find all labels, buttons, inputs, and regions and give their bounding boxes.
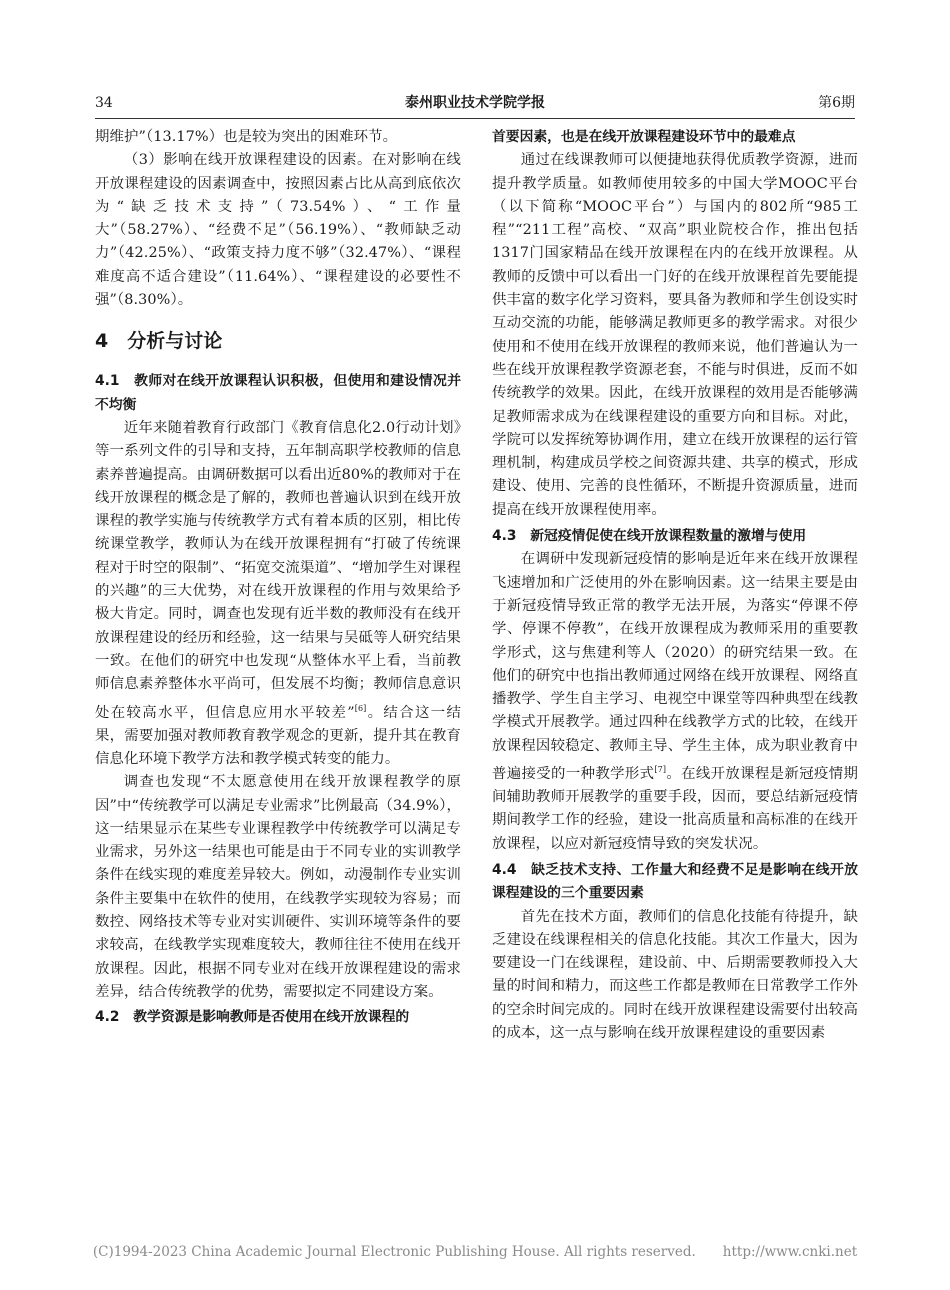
- paragraph-4-3-text: 在调研中发现新冠疫情的影响是近年来在线开放课程飞速增加和广泛使用的外在影响因素。这一结果主要是由于新冠疫情导致正常的教学无法开展，为落实“停课不停学、停课不停教”，在线开放课程成为教师采用的重要教学形式，这与焦建利等人（2020）的研究结果一致。在他们的研究中也指出教师通过网络在线开放课程、网络直播教学、学生自主学习、电视空中课堂等四种典型在线教学模式开展教学。通过四种在线教学方式的比较，在线开放课程因较稳定、教师主导、学生主体，成为职业教育中普遍接受的一种教学形式: [492, 551, 858, 782]
- paragraph-4-1-a: [95, 417, 461, 771]
- paragraph-4-3: [492, 548, 858, 856]
- paragraph-4-1-a-text: 近年来随着教育行政部门《教育信息化2.0行动计划》等一系列文件的引导和支持，五年制高职学校教师的信息素养普遍提高。由调研数据可以看出近80%的教师对于在线开放课程的概念是了解的，教师也普遍认识到在线开放课程的教学实施与传统教学方式有着本质的区别，相比传统课堂教学，教师认为在线开放课程拥有“打破了传统课程对于时空的限制”、“拓宽交流渠道”、“增加学生对课程的兴趣”的三大优势，对在线开放课程的作用与效果给予极大肯定。同时，调查也发现有近半数的教师没有在线开放课程建设的经历和经验，这一结果与吴砥等人研究结果一致。在他们的研究中也发现“从整体水平上看，当前教师信息素养整体水平尚可，但发展不均衡；教师信息意识处在较高水平，但信息应用水平较差”: [95, 419, 461, 721]
- paragraph-4-2: 通过在线课教师可以便捷地获得优质教学资源，进而提升教学质量。如教师使用较多的中国大学MOOC平台（以下简称“MOOC平台”）与国内的802所“985工程”“211工程”高校、“双高”职业院校合作，推出包括1317门国家精品在线开放课程在内的在线开放课程。从教师的反馈中可以看出一门好的在线开放课程首先要能提供丰富的数字化学习资料，要具备为教师和学生创设实时互动交流的功能，能够满足教师更多的教学需求。对很少使用和不使用在线开放课程的教师来说，他们普遍认为一些在线开放课程教学资源老套，不能与时俱进，反而不如传统教学的效果。因此，在线开放课程的效用是否能够满足教师需求成为在线课程建设的重要方向和目标。对此，学院可以发挥统筹协调作用，建立在线开放课程的运行管理机制，构建成员学校之间资源共建、共享的模式，形成建设、使用、完善的良性循环，不断提升资源质量，进而提高在线开放课程使用率。: [492, 152, 858, 518]
- paragraph-continued: 期维护”（13.17%）也是较为突出的困难环节。: [95, 129, 398, 145]
- page-number: 34: [95, 95, 113, 111]
- journal-title: 泰州职业技术学院学报: [405, 95, 545, 111]
- header-rule: [95, 118, 855, 119]
- subsection-heading-4-2-end: 首要因素，也是在线开放课程建设环节中的最难点: [492, 129, 796, 145]
- paragraph-factors: （3）影响在线开放课程建设的因素。在对影响在线开放课程建设的因素调查中，按照因素占比从高到底依次为“缺乏技术支持”（73.54%）、“工作量大”（58.27%）、“经费不足”（56.19%）、“教师缺乏动力”（42.25%）、“政策支持力度不够”（32.47%）、“课程难度高不适合建设”（11.64%）、“课程建设的必要性不强”（8.30%）。: [95, 152, 461, 309]
- paragraph-4-1-b: 调查也发现“不太愿意使用在线开放课程教学的原因”中“传统教学可以满足专业需求”比例最高（34.9%），这一结果显示在某些专业课程教学中传统教学可以满足专业需求，另外这一结果也可能是由于不同专业的实训教学条件在线实现的难度差异较大。例如，动漫制作专业实训条件主要集中在软件的使用，在线教学实现较为容易；而数控、网络技术等专业对实训硬件、实训环境等条件的要求较高，在线教学实现难度较大，教师往往不使用在线开放课程。因此，根据不同专业对在线开放课程建设的需求差异，结合传统教学的优势，需要拟定不同建设方案。: [95, 774, 461, 1000]
- section-heading-4: 4 分析与讨论: [95, 330, 223, 353]
- citation-7[interactable]: [7]: [654, 765, 667, 775]
- paragraph-4-3-end: 。在线开放课程是新冠疫情期间辅助教师开展教学的重要手段，因而，要总结新冠疫情期间教学工作的经验，建设一批高质量和高标准的在线开放课程，以应对新冠疫情导致的突发状况。: [492, 765, 858, 852]
- subsection-heading-4-3: 4.3 新冠疫情促使在线开放课程数量的激增与使用: [492, 528, 807, 545]
- left-column: [95, 126, 461, 1232]
- paragraph-4-1-a-end: 。结合这一结果，需要加强对教师教育教学观念的更新，提升其在教育信息化环境下教学方法和教学模式转变的能力。: [95, 704, 461, 767]
- running-header: [95, 93, 855, 113]
- paragraph-4-4: 首先在技术方面，教师们的信息化技能有待提升，缺乏建设在线课程相关的信息化技能。其次工作量大，因为要建设一门在线课程，建设前、中、后期需要教师投入大量的时间和精力，而这些工作都是教师在日常教学工作外的空余时间完成的。同时在线开放课程建设需要付出较高的成本，这一点与影响在线开放课程建设的重要因素: [492, 908, 858, 1042]
- issue-number: 第6期: [818, 95, 855, 111]
- subsection-heading-4-2-start: 4.2 教学资源是影响教师是否使用在线开放课程的: [95, 1009, 410, 1026]
- right-column: [492, 126, 858, 1232]
- copyright-footer: (C)1994-2023 China Academic Journal Electronic Publishing House. All rights reserved. http://www.cnki.net: [92, 1244, 858, 1260]
- citation-6[interactable]: [6]: [354, 703, 367, 713]
- subsection-heading-4-4: 4.4 缺乏技术支持、工作量大和经费不足是影响在线开放课程建设的三个重要因素: [492, 862, 858, 902]
- subsection-heading-4-1: 4.1 教师对在线开放课程认识积极，但使用和建设情况并不均衡: [95, 373, 461, 413]
